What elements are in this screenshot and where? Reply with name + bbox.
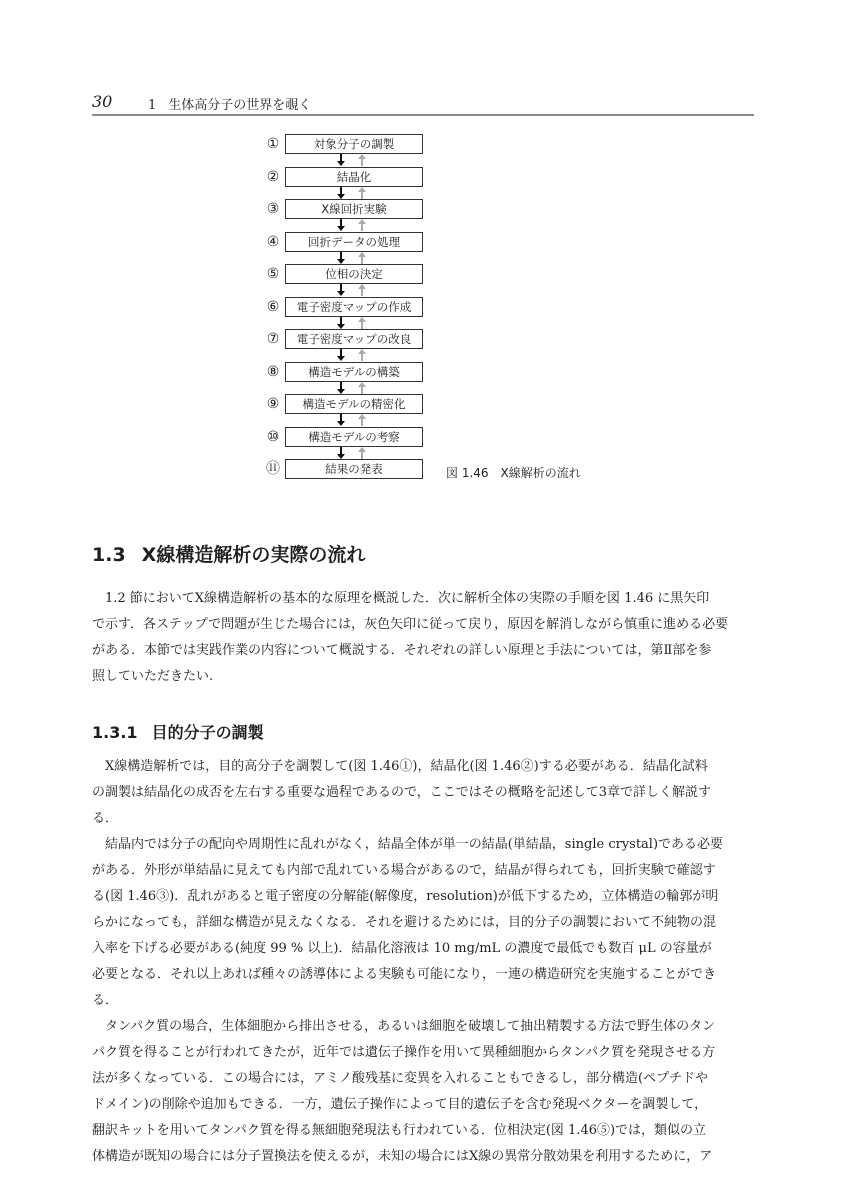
- down-arrow-icon: [337, 187, 345, 199]
- flow-arrows: [332, 317, 372, 329]
- text-line: 体構造が既知の場合には分子置換法を使えるが，未知の場合にはX線の異常分散効果を利用するために，ア: [92, 1149, 713, 1164]
- body-text: [92, 754, 754, 1170]
- flow-arrows: [332, 382, 372, 394]
- figure-caption: 図 1.46 X線解析の流れ: [446, 466, 581, 480]
- up-arrow-icon: [358, 187, 366, 199]
- header-rule: [92, 114, 754, 116]
- text-line: 結晶内では分子の配向や周期性に乱れがなく，結晶全体が単一の結晶(単結晶，single crystal)である必要: [92, 837, 724, 852]
- flow-step: [262, 362, 602, 382]
- chapter-number: 1: [148, 98, 157, 113]
- flow-arrows: [332, 414, 372, 426]
- up-arrow-icon: [358, 154, 366, 166]
- flow-step: [262, 167, 602, 187]
- down-arrow-icon: [337, 284, 345, 296]
- subsection-heading: [92, 720, 264, 743]
- up-arrow-icon: [358, 382, 366, 394]
- step-number: ⑨: [266, 396, 280, 412]
- flow-step: [262, 134, 602, 154]
- page-number: 30: [92, 92, 113, 111]
- flow-step: [262, 264, 602, 284]
- subsection-title: 目的分子の調製: [151, 723, 264, 742]
- text-line: 必要となる．それ以上あれば種々の誘導体による実験も可能になり，一連の構造研究を実施することができ: [92, 967, 717, 982]
- step-number: ⑤: [266, 266, 280, 282]
- step-number: ④: [266, 233, 280, 250]
- text-line: 法が多くなっている．この場合には，アミノ酸残基に変異を入れることもできるし，部分構造(ペプチドや: [92, 1071, 709, 1086]
- step-box: 電子密度マップの作成: [285, 297, 423, 317]
- step-box: 構造モデルの精密化: [285, 394, 423, 414]
- flow-step: [262, 394, 602, 414]
- step-box: 結晶化: [285, 167, 423, 187]
- text-line: 入率を下げる必要がある(純度 99 % 以上)．結晶化溶液は 10 mg/mL の濃度で最低でも数百 μL の容量が: [92, 941, 712, 956]
- text-line: がある．外形が単結晶に見えても内部で乱れている場合があるので，結晶が得られても，回折実験で確認す: [92, 863, 716, 878]
- flow-arrows: [332, 284, 372, 296]
- down-arrow-icon: [337, 447, 345, 459]
- step-number: ⑥: [266, 298, 280, 315]
- text-line: らかになっても，詳細な構造が見えなくなる．それを避けるためには，目的分子の調製において不純物の混: [92, 915, 717, 930]
- flow-step: [262, 427, 602, 447]
- flow-step: [262, 297, 602, 317]
- down-arrow-icon: [337, 252, 345, 264]
- up-arrow-icon: [358, 414, 366, 426]
- down-arrow-icon: [337, 154, 345, 166]
- step-number: ⑪: [266, 461, 280, 477]
- step-number: ②: [266, 168, 280, 185]
- text-line: タンパク質の場合，生体細胞から排出させる，あるいは細胞を破壊して抽出精製する方法で野生体のタン: [92, 1019, 716, 1034]
- text-line: パク質を得ることが行われてきたが，近年では遺伝子操作を用いて異種細胞からタンパク質を発現させる方: [92, 1045, 716, 1060]
- text-line: 1.2 節においてX線構造解析の基本的な原理を概説した．次に解析全体の実際の手順を図 1.46 に黒矢印: [92, 591, 710, 606]
- flowchart-figure: [262, 134, 602, 490]
- up-arrow-icon: [358, 284, 366, 296]
- step-box: 回折データの処理: [285, 232, 423, 252]
- step-box: X線回折実験: [285, 199, 423, 219]
- subsection-number: 1.3.1: [92, 723, 138, 742]
- step-box: 対象分子の調製: [285, 134, 423, 154]
- step-box: 結果の発表: [285, 459, 423, 479]
- down-arrow-icon: [337, 414, 345, 426]
- text-line: 照していただきたい.: [92, 669, 214, 684]
- step-number: ③: [266, 201, 280, 217]
- intro-paragraph: [92, 586, 754, 690]
- text-line: で示す．各ステップで問題が生じた場合には，灰色矢印に従って戻り，原因を解消しながら慎重に進める必要: [92, 617, 729, 632]
- page-header: [92, 92, 754, 114]
- down-arrow-icon: [337, 219, 345, 231]
- text-line: る．: [92, 993, 119, 1008]
- step-number: ①: [266, 136, 280, 152]
- flow-arrows: [332, 154, 372, 166]
- step-box: 構造モデルの考察: [285, 427, 423, 447]
- running-head: [148, 94, 311, 113]
- step-number: ⑩: [266, 428, 280, 445]
- down-arrow-icon: [337, 317, 345, 329]
- flow-step: [262, 329, 602, 349]
- flow-arrows: [332, 349, 372, 361]
- flow-step: [262, 232, 602, 252]
- text-line: がある．本節では実践作業の内容について概説する．それぞれの詳しい原理と手法については，第Ⅱ部を参: [92, 643, 712, 658]
- step-box: 構造モデルの構築: [285, 362, 423, 382]
- flow-arrows: [332, 187, 372, 199]
- text-line: X線構造解析では，目的高分子を調製して(図 1.46①)，結晶化(図 1.46②)する必要がある．結晶化試料: [92, 759, 708, 774]
- up-arrow-icon: [358, 252, 366, 264]
- down-arrow-icon: [337, 349, 345, 361]
- text-line: の調製は結晶化の成否を左右する重要な過程であるので，ここではその概略を記述して3章で詳しく解説す: [92, 785, 712, 800]
- flow-step: [262, 199, 602, 219]
- section-number: 1.3: [92, 544, 126, 566]
- flow-arrows: [332, 447, 372, 459]
- step-number: ⑧: [266, 363, 280, 380]
- up-arrow-icon: [358, 317, 366, 329]
- up-arrow-icon: [358, 447, 366, 459]
- text-line: ドメイン)の削除や追加もできる．一方，遺伝子操作によって目的遺伝子を含む発現ベクターを調製して，: [92, 1097, 708, 1112]
- flow-arrows: [332, 252, 372, 264]
- up-arrow-icon: [358, 349, 366, 361]
- step-box: 位相の決定: [285, 264, 423, 284]
- section-heading: [92, 540, 365, 567]
- up-arrow-icon: [358, 219, 366, 231]
- text-line: る．: [92, 811, 119, 826]
- text-line: 翻訳キットを用いてタンパク質を得る無細胞発現法も行われている．位相決定(図 1.46⑤)では，類似の立: [92, 1123, 707, 1138]
- step-number: ⑦: [266, 331, 280, 347]
- step-box: 電子密度マップの改良: [285, 329, 423, 349]
- flow-arrows: [332, 219, 372, 231]
- down-arrow-icon: [337, 382, 345, 394]
- section-title: X線構造解析の実際の流れ: [141, 544, 366, 566]
- chapter-title: 生体高分子の世界を覗く: [168, 98, 312, 113]
- text-line: る(図 1.46③)．乱れがあると電子密度の分解能(解像度，resolution)が低下するため，立体構造の輪郭が明: [92, 889, 719, 904]
